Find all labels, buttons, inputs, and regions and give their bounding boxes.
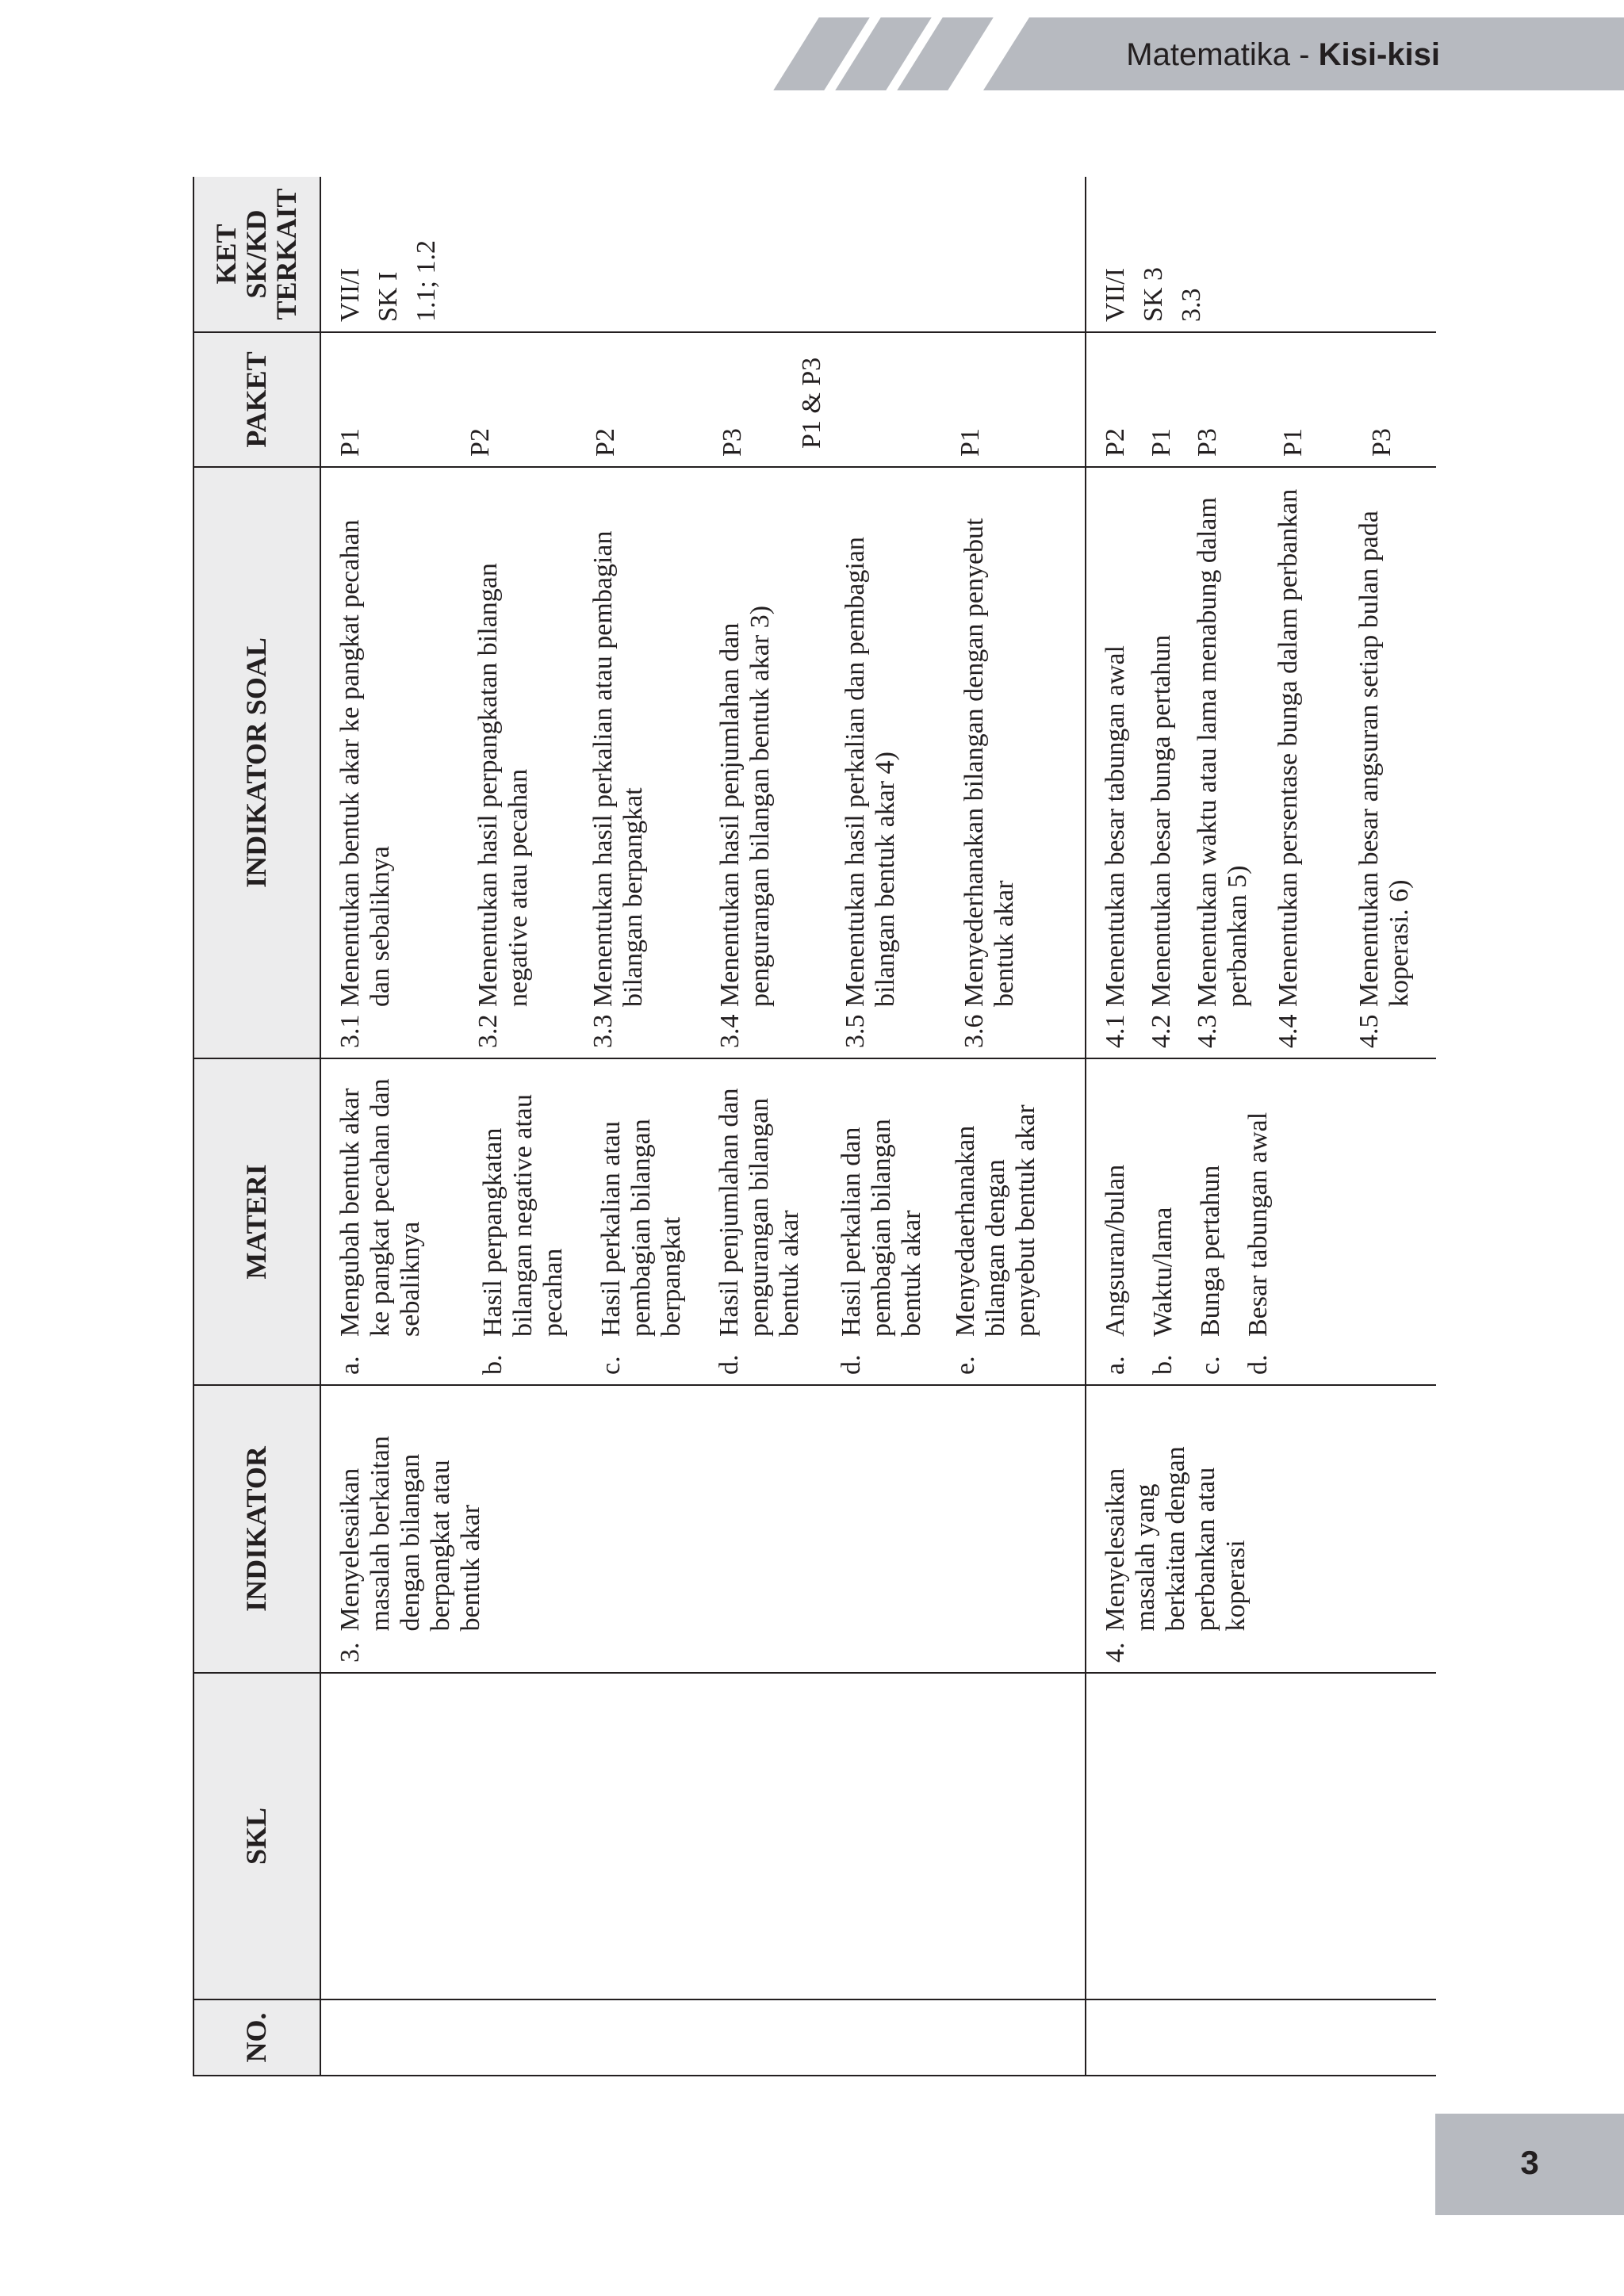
materi-text: Besar tabungan awal [1243, 1112, 1274, 1337]
indikator-text: Menyelesaikan masalah berkaitan dengan bilangan berpangkat atau bentuk akar [335, 1436, 486, 1632]
indikator-soal-item [1193, 477, 1274, 1048]
table-row [1086, 177, 1436, 2076]
paket-value: P1 & P3 [797, 357, 826, 449]
indikator-item [321, 1386, 500, 1672]
materi-label: a. [1101, 1356, 1130, 1375]
indikator-soal-text: Menentukan hasil penjumlahan dan pengurangan bilangan bentuk akar 3) [715, 605, 776, 1007]
cell-paket [320, 332, 1086, 467]
materi-text: Waktu/lama [1148, 1207, 1178, 1337]
materi-text: Hasil penjumlahan dan pengurangan bilangan bentuk akar [714, 1088, 805, 1337]
materi-label: b. [1148, 1354, 1178, 1375]
indikator-soal-text: Menentukan bentuk akar ke pangkat pecahan dan sebaliknya [335, 519, 396, 1007]
paket-value: P2 [1101, 428, 1130, 457]
indikator-soal-item [959, 477, 1020, 1048]
indikator-soal-number: 3.5 [841, 1014, 870, 1048]
header-section: Kisi-kisi [1318, 37, 1440, 72]
cell-indikator-soal [1086, 467, 1436, 1058]
materi-item [714, 1069, 832, 1375]
col-header-indikator-soal: INDIKATOR SOAL [193, 467, 320, 1058]
materi-text: Hasil perkalian dan pembagian bilangan bentuk akar [837, 1119, 927, 1337]
ket-value: 1.1; 1.2 [412, 240, 442, 322]
paket-value: P1 [956, 428, 985, 457]
ket-value: SK I [373, 271, 404, 322]
cell-indikator [1086, 1385, 1436, 1673]
cell-materi [1086, 1058, 1436, 1385]
materi-text: Bunga pertahun [1196, 1165, 1226, 1337]
ket-value: SK 3 [1139, 267, 1169, 322]
paket-value: P1 [1147, 428, 1176, 457]
ket-value: VII/I [335, 268, 365, 322]
indikator-text: Menyelesaikan masalah yang berkaitan dengan perbankan atau koperasi [1101, 1446, 1251, 1632]
paket-value: P3 [718, 428, 747, 457]
ket-header-line-2: SK/KD [240, 209, 273, 299]
indikator-soal-number: 3.6 [959, 1014, 989, 1048]
indikator-soal-number: 3.2 [473, 1014, 503, 1048]
materi-item [951, 1069, 1041, 1375]
page-number: 3 [1520, 2144, 1539, 2181]
cell-ket [320, 177, 1086, 332]
indikator-soal-text: Menentukan hasil perkalian atau pembagian bilangan berpangkat [588, 530, 649, 1007]
cell-materi [320, 1058, 1086, 1385]
kisi-kisi-table [193, 177, 1436, 2076]
indikator-soal-item [473, 477, 588, 1048]
header-separator: - [1290, 37, 1319, 72]
materi-text: Angsuran/bulan [1101, 1164, 1130, 1337]
ket-header-line-3: TERKAIT [270, 188, 302, 320]
cell-ket [1086, 177, 1436, 332]
indikator-soal-number: 4.5 [1354, 1014, 1384, 1048]
cell-indikator [320, 1385, 1086, 1673]
materi-item [837, 1069, 946, 1375]
indikator-soal-item [1274, 477, 1354, 1048]
ket-value: 3.3 [1177, 288, 1207, 322]
page-header [0, 0, 1624, 111]
materi-label: d. [714, 1354, 744, 1375]
paket-value: P1 [1278, 428, 1308, 457]
indikator-soal-text: Menyederhanakan bilangan dengan penyebut bentuk akar [959, 518, 1020, 1007]
materi-item [478, 1069, 592, 1375]
paket-value: P3 [1193, 428, 1222, 457]
paket-value: P3 [1367, 428, 1396, 457]
cell-no [320, 1999, 1086, 2076]
indikator-number: 3. [335, 1642, 365, 1663]
indikator-soal-text: Menentukan hasil perpangkatan bilangan negative atau pecahan [473, 563, 534, 1007]
materi-label: b. [478, 1354, 508, 1375]
paket-value: P2 [465, 428, 495, 457]
materi-label: e. [951, 1356, 980, 1375]
materi-label: c. [1196, 1356, 1226, 1375]
paket-value: P2 [591, 428, 620, 457]
indikator-soal-item [1101, 477, 1147, 1048]
indikator-soal-item [1147, 477, 1193, 1048]
cell-skl [1086, 1673, 1436, 1999]
materi-item [596, 1069, 710, 1375]
header-title [1126, 35, 1440, 75]
cell-paket [1086, 332, 1436, 467]
indikator-item [1086, 1386, 1266, 1672]
indikator-soal-number: 3.4 [715, 1014, 745, 1048]
col-header-indikator: INDIKATOR [193, 1385, 320, 1673]
cell-indikator-soal [320, 467, 1086, 1058]
indikator-soal-number: 4.3 [1193, 1014, 1222, 1048]
page-number-box [1435, 2114, 1624, 2215]
indikator-soal-number: 4.4 [1274, 1014, 1303, 1048]
rotated-table-wrapper [193, 177, 1436, 2076]
col-header-skl: SKL [193, 1673, 320, 1999]
indikator-soal-text: Menentukan besar angsuran setiap bulan pada koperasi. 6) [1354, 511, 1415, 1007]
materi-item [1148, 1069, 1178, 1375]
indikator-soal-text: Menentukan persentase bunga dalam perbankan [1274, 488, 1303, 1007]
paket-value: P1 [335, 428, 365, 457]
materi-label: d. [1243, 1354, 1274, 1375]
materi-item [1101, 1069, 1131, 1375]
indikator-soal-item [1354, 477, 1415, 1048]
col-header-ket [193, 177, 320, 332]
indikator-soal-item [841, 477, 959, 1048]
ket-value: VII/I [1101, 268, 1130, 322]
materi-label: d. [837, 1354, 866, 1375]
col-header-materi: MATERI [193, 1058, 320, 1385]
indikator-soal-item [588, 477, 715, 1048]
indikator-soal-number: 3.1 [335, 1014, 365, 1048]
indikator-soal-number: 4.2 [1147, 1014, 1176, 1048]
cell-no [1086, 1999, 1436, 2076]
header-row [193, 177, 320, 2076]
indikator-soal-text: Menentukan besar tabungan awal [1101, 645, 1130, 1007]
indikator-soal-text: Menentukan hasil perkalian dan pembagian bilangan bentuk akar 4) [841, 537, 901, 1007]
col-header-paket: PAKET [193, 332, 320, 467]
indikator-number: 4. [1101, 1642, 1130, 1663]
indikator-soal-text: Menentukan waktu atau lama menabung dalam perbankan 5) [1193, 497, 1253, 1007]
materi-item [335, 1069, 473, 1375]
materi-item [1196, 1069, 1226, 1375]
col-header-no: NO. [193, 1999, 320, 2076]
cell-skl [320, 1673, 1086, 1999]
materi-text: Hasil perkalian atau pembagian bilangan berpangkat [596, 1119, 687, 1337]
indikator-soal-item [335, 477, 473, 1048]
header-subject: Matematika [1126, 37, 1291, 72]
indikator-soal-text: Menentukan besar bunga pertahun [1147, 634, 1176, 1007]
materi-text: Mengubah bentuk akar ke pangkat pecahan dan sebaliknya [335, 1078, 426, 1337]
indikator-soal-number: 3.3 [588, 1014, 618, 1048]
indikator-soal-item [715, 477, 841, 1048]
kisi-kisi-table-frame [193, 177, 1436, 2076]
indikator-soal-number: 4.1 [1101, 1014, 1130, 1048]
materi-text: Menyedaerhanakan bilangan dengan penyebut bentuk akar [951, 1104, 1041, 1337]
materi-item [1243, 1069, 1274, 1375]
table-row [320, 177, 1086, 2076]
materi-label: a. [335, 1356, 365, 1375]
ket-header-line-1: KET [210, 224, 243, 285]
materi-text: Hasil perpangkatan bilangan negative atau pecahan [478, 1094, 569, 1337]
materi-label: c. [596, 1356, 626, 1375]
